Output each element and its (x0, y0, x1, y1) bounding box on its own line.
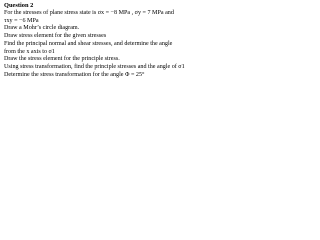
question-line-principal-stresses: Find the principal normal and shear stresses, and determine the angle (4, 40, 173, 47)
question-title: Question 2 (4, 2, 34, 9)
question-line-angle-transformation: Determine the stress transformation for the angle Φ = 25° (4, 71, 145, 78)
question-line-principal-element: Draw the stress element for the principle stress. (4, 56, 120, 63)
question-line-mohr-circle: Draw a Mohr’s circle diagram. (4, 25, 80, 32)
question-line-angle: from the x axis to σ1 (4, 48, 55, 55)
question-line-stresses: For the stresses of plane stress state is σx = −8 MPa , σy = 7 MPa and (4, 10, 174, 16)
question-document (0, 0, 200, 107)
question-line-transformation: Using stress transformation, find the principle stresses and the angle of σ1 (4, 63, 185, 70)
question-line-stress-element: Draw stress element for the given stresses (4, 33, 107, 40)
question-line-shear-stress: τxy = −6 MPa (4, 17, 39, 24)
